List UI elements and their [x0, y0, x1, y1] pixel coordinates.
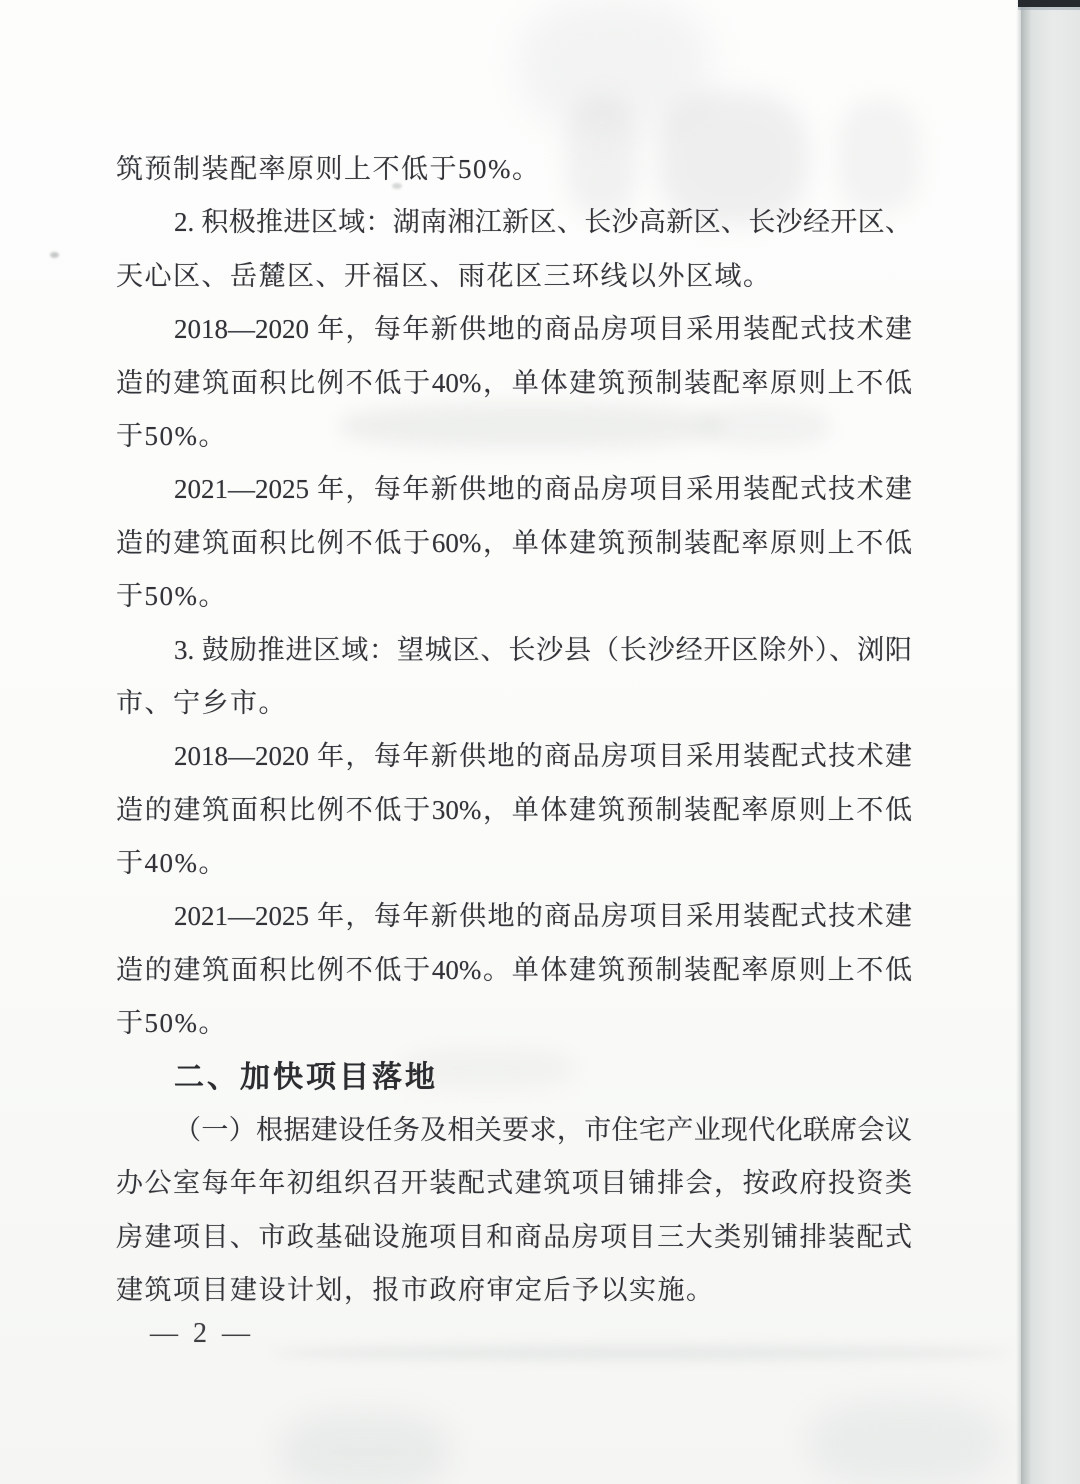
page-edge-band [1021, 0, 1080, 1484]
ink-speck [50, 252, 59, 258]
document-line: 于50%。 [116, 581, 227, 612]
document-line: 于50%。 [116, 420, 227, 451]
document-body [116, 143, 912, 1318]
scan-dark-strip [1018, 0, 1080, 7]
document-line: （一）根据建设任务及相关要求，市住宅产业现代化联席会议 [174, 1115, 912, 1146]
document-line: 筑预制装配率原则上不低于50%。 [116, 154, 541, 184]
bleed-through-artifact [520, 0, 710, 130]
scan-dark-strip-glow [1018, 7, 1080, 10]
document-line: 2018—2020 年，每年新供地的商品房项目采用装配式技术建 [174, 314, 912, 345]
document-line: 造的建筑面积比例不低于60%，单体建筑预制装配率原则上不低 [116, 527, 912, 558]
document-line: 2. 积极推进区域：湖南湘江新区、长沙高新区、长沙经开区、 [174, 207, 912, 238]
document-line: 市、宁乡市。 [116, 687, 287, 718]
document-line: 造的建筑面积比例不低于40%。单体建筑预制装配率原则上不低 [116, 954, 912, 985]
bleed-through-artifact [280, 1412, 450, 1484]
bleed-through-artifact [808, 1398, 1003, 1484]
document-line: 天心区、岳麓区、开福区、雨花区三环线以外区域。 [116, 260, 772, 291]
document-line: 房建项目、市政基础设施项目和商品房项目三大类别铺排装配式 [116, 1221, 912, 1252]
document-line: 2021—2025 年，每年新供地的商品房项目采用装配式技术建 [174, 474, 912, 505]
bleed-through-artifact [270, 1346, 1010, 1360]
document-line: 造的建筑面积比例不低于30%，单体建筑预制装配率原则上不低 [116, 794, 912, 825]
page-number: — 2 — [150, 1318, 254, 1349]
document-line: 于40%。 [116, 848, 227, 879]
document-line: 3. 鼓励推进区域：望城区、长沙县（长沙经开区除外）、浏阳 [174, 634, 912, 665]
section-heading: 二、加快项目落地 [174, 1060, 438, 1094]
document-line: 建筑项目建设计划，报市政府审定后予以实施。 [116, 1275, 715, 1306]
document-line: 办公室每年年初组织召开装配式建筑项目铺排会，按政府投资类 [116, 1168, 912, 1199]
document-line: 造的建筑面积比例不低于40%，单体建筑预制装配率原则上不低 [116, 367, 912, 398]
document-line: 于50%。 [116, 1008, 227, 1039]
document-line: 2021—2025 年，每年新供地的商品房项目采用装配式技术建 [174, 901, 912, 932]
document-line: 2018—2020 年，每年新供地的商品房项目采用装配式技术建 [174, 741, 912, 772]
